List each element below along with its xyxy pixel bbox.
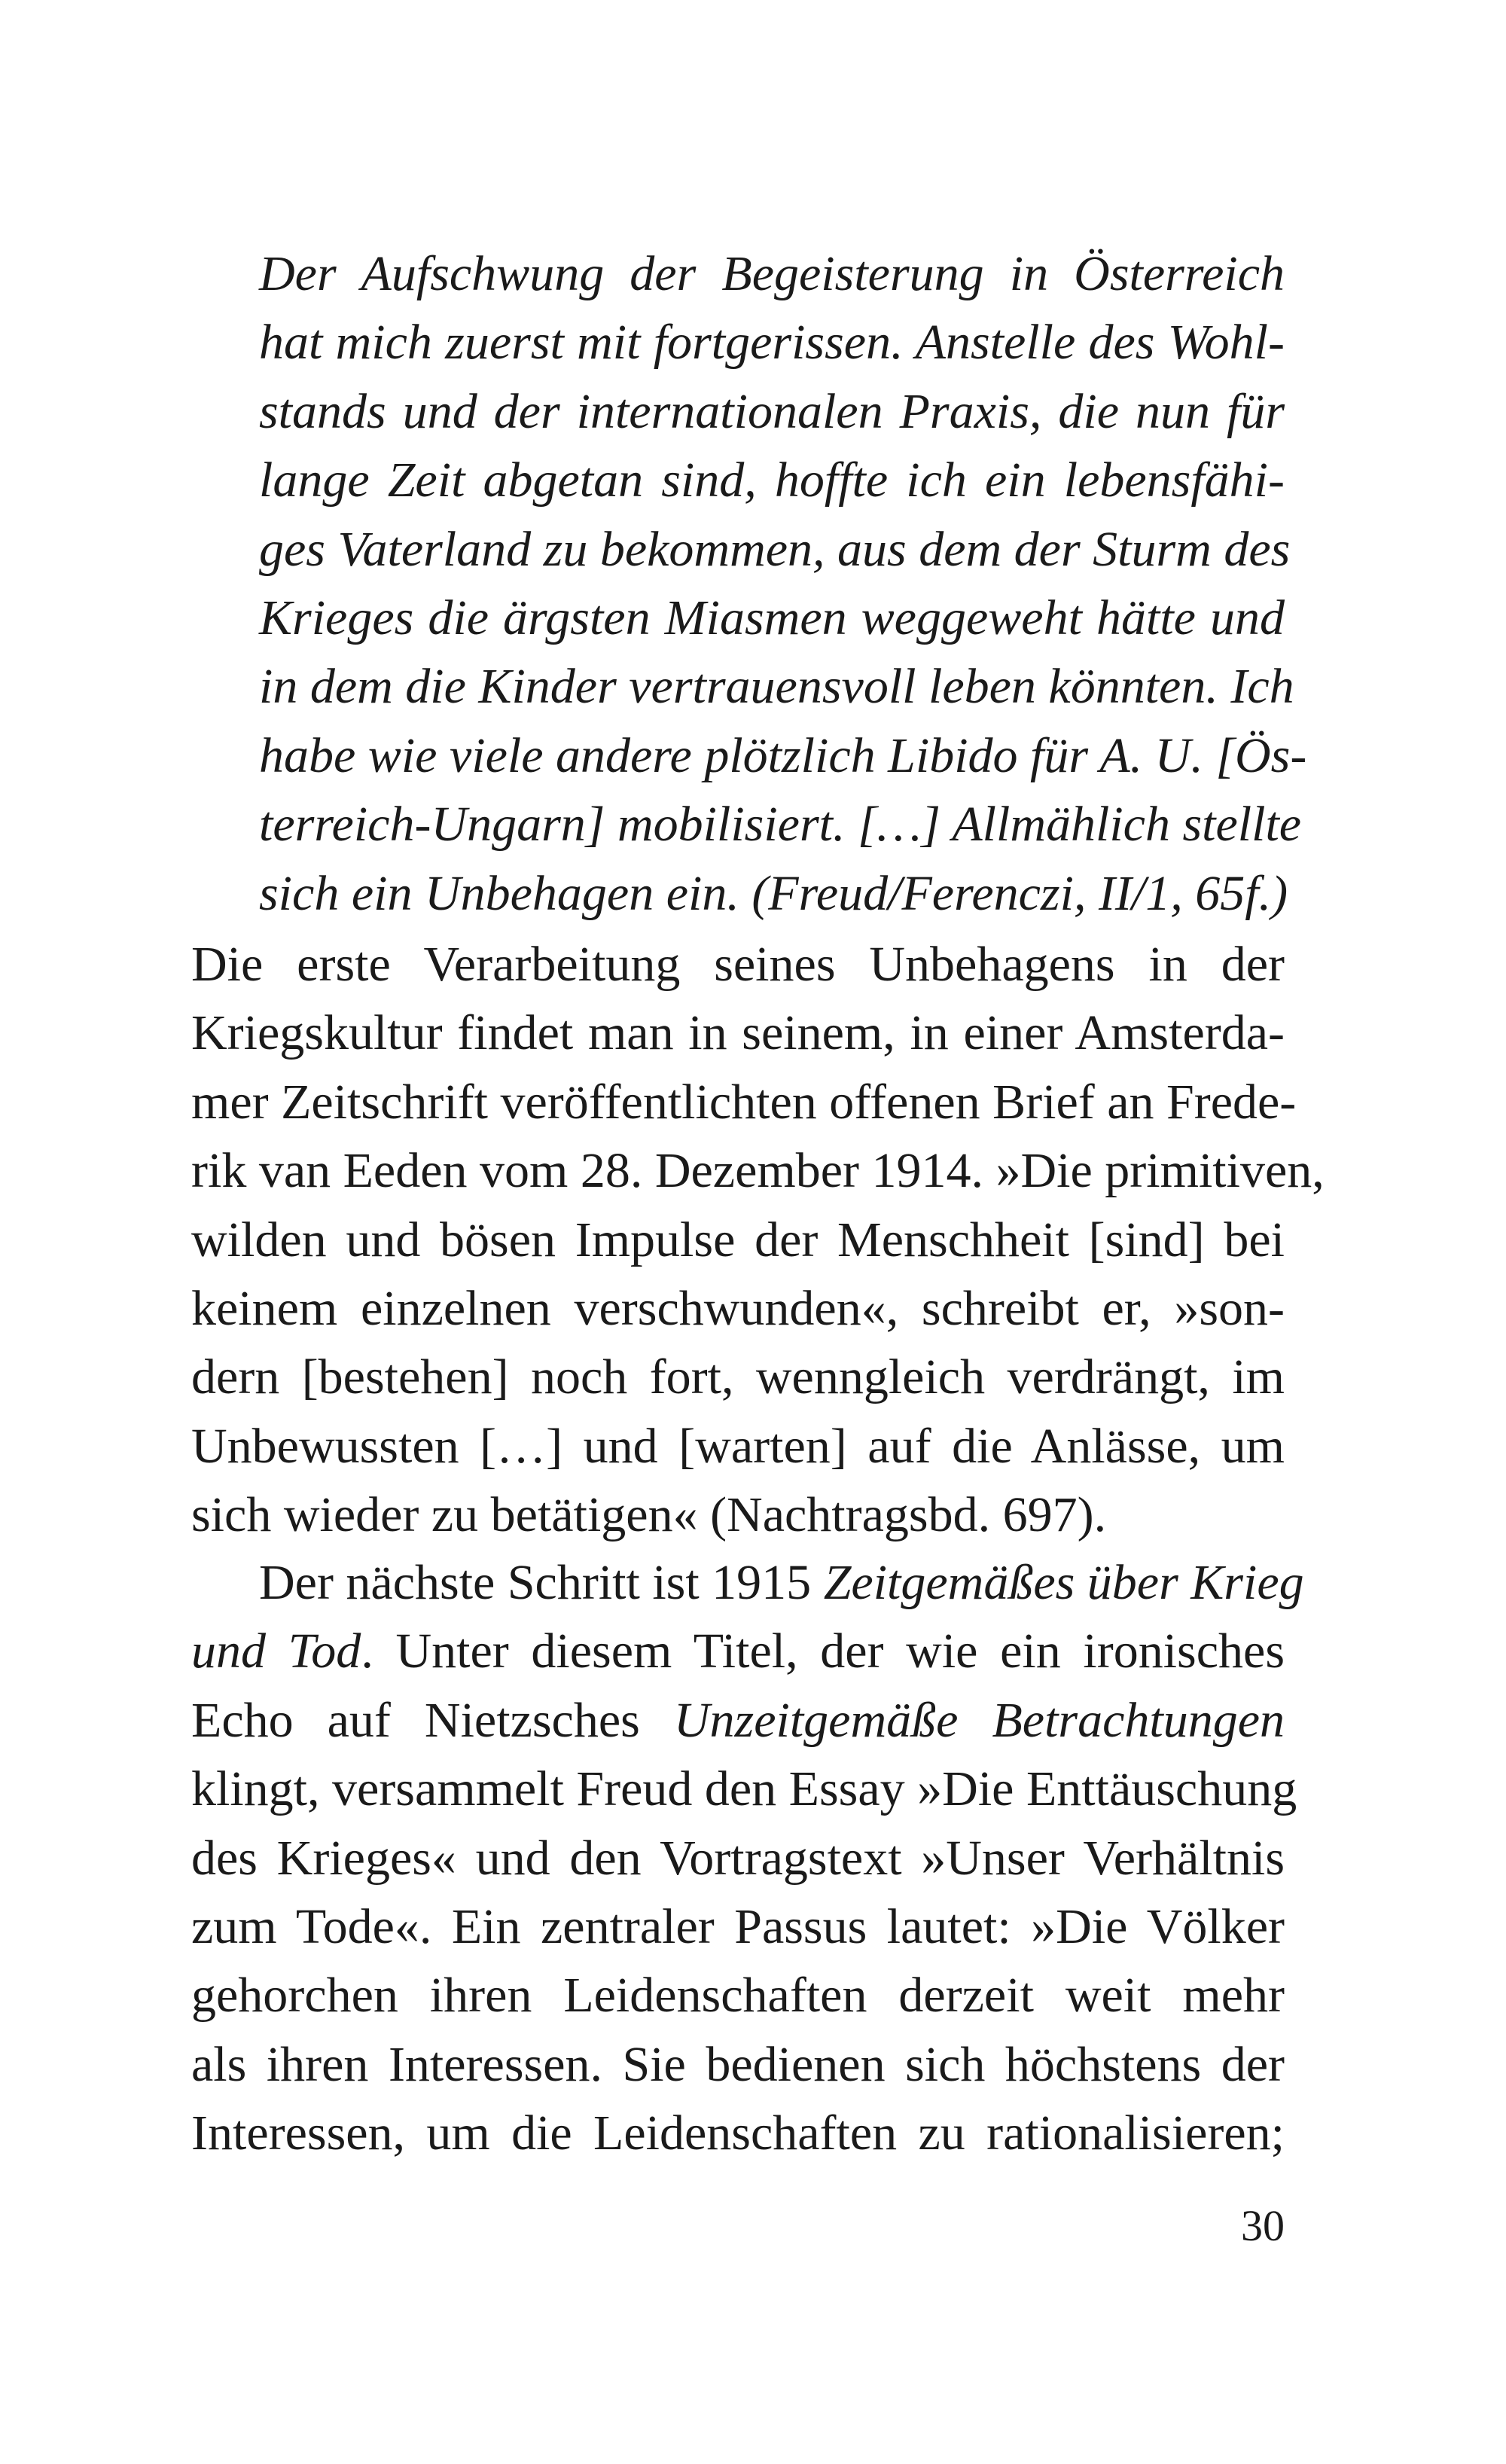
paragraph-line: rik van Eeden vom 28. Dezember 1914. »Die primitiven, (191, 1143, 1325, 1199)
quote-line: hat mich zuerst mit fortgerissen. Anstelle des Wohl- (259, 315, 1285, 371)
paragraph-line: Unbewussten […] und [warten] auf die Anlässe, um (191, 1418, 1285, 1474)
quote-line: habe wie viele andere plötzlich Libido für A. U. [Ös- (259, 727, 1307, 783)
paragraph-line: Interessen, um die Leidenschaften zu rationalisieren; (191, 2106, 1285, 2161)
quote-line: ges Vaterland zu bekommen, aus dem der Sturm des (259, 521, 1291, 577)
plain-text: Der nächste Schritt ist 1915 (259, 1555, 824, 1610)
book-title: und Tod (191, 1624, 361, 1679)
paragraph-line (191, 1548, 1304, 1617)
plain-text: . Unter diesem Titel, der wie ein ironisches (361, 1624, 1285, 1679)
paragraph-line: gehorchen ihren Leidenschaften derzeit weit mehr (191, 1968, 1285, 2023)
paragraph-line (191, 1617, 1285, 1685)
plain-text: Echo auf Nietzsches (191, 1692, 674, 1748)
book-title: Unzeitgemäße Betrachtungen (673, 1692, 1285, 1748)
quote-line: sich ein Unbehagen ein. (Freud/Ferenczi, II/1, 65f.) (259, 865, 1288, 921)
quote-line: stands und der internationalen Praxis, die nun für (259, 383, 1285, 439)
paragraph-line: als ihren Interessen. Sie bedienen sich höchstens der (191, 2036, 1285, 2092)
quote-line: in dem die Kinder vertrauensvoll leben könnten. Ich (259, 659, 1294, 715)
quote-line: Der Aufschwung der Begeisterung in Österreich (259, 246, 1285, 301)
paragraph-line: klingt, versammelt Freud den Essay »Die Enttäuschung (191, 1761, 1297, 1817)
page-number: 30 (1241, 2201, 1285, 2250)
quote-line: terreich-Ungarn] mobilisiert. […] Allmählich stellte (259, 797, 1302, 852)
paragraph-2 (191, 1548, 1304, 2168)
paragraph-line (191, 1686, 1285, 1755)
paragraph-line: sich wieder zu betätigen« (Nachtragsbd. 697). (191, 1487, 1107, 1543)
paragraph-line: zum Tode«. Ein zentraler Passus lautet: »Die Völker (191, 1899, 1285, 1955)
paragraph-line: dern [bestehen] noch fort, wenngleich verdrängt, im (191, 1349, 1285, 1405)
paragraph-line: Die erste Verarbeitung seines Unbehagens in der (191, 937, 1285, 992)
paragraph-line: Kriegskultur findet man in seinem, in einer Amsterda- (191, 1005, 1285, 1061)
paragraph-line: keinem einzelnen verschwunden«, schreibt er, »son- (191, 1281, 1285, 1337)
paragraph-line: wilden und bösen Impulse der Menschheit [sind] bei (191, 1212, 1285, 1267)
book-title: Zeitgemäßes über Krieg (823, 1555, 1304, 1610)
paragraph-line: mer Zeitschrift veröffentlichten offenen Brief an Frede- (191, 1074, 1297, 1130)
quote-line: lange Zeit abgetan sind, hoffte ich ein lebensfähi- (259, 453, 1285, 508)
quote-line: Krieges die ärgsten Miasmen weggeweht hätte und (259, 590, 1285, 646)
paragraph-line: des Krieges« und den Vortragstext »Unser Verhältnis (191, 1830, 1285, 1886)
paragraph-1 (191, 930, 1325, 1550)
block-quote (259, 239, 1307, 928)
